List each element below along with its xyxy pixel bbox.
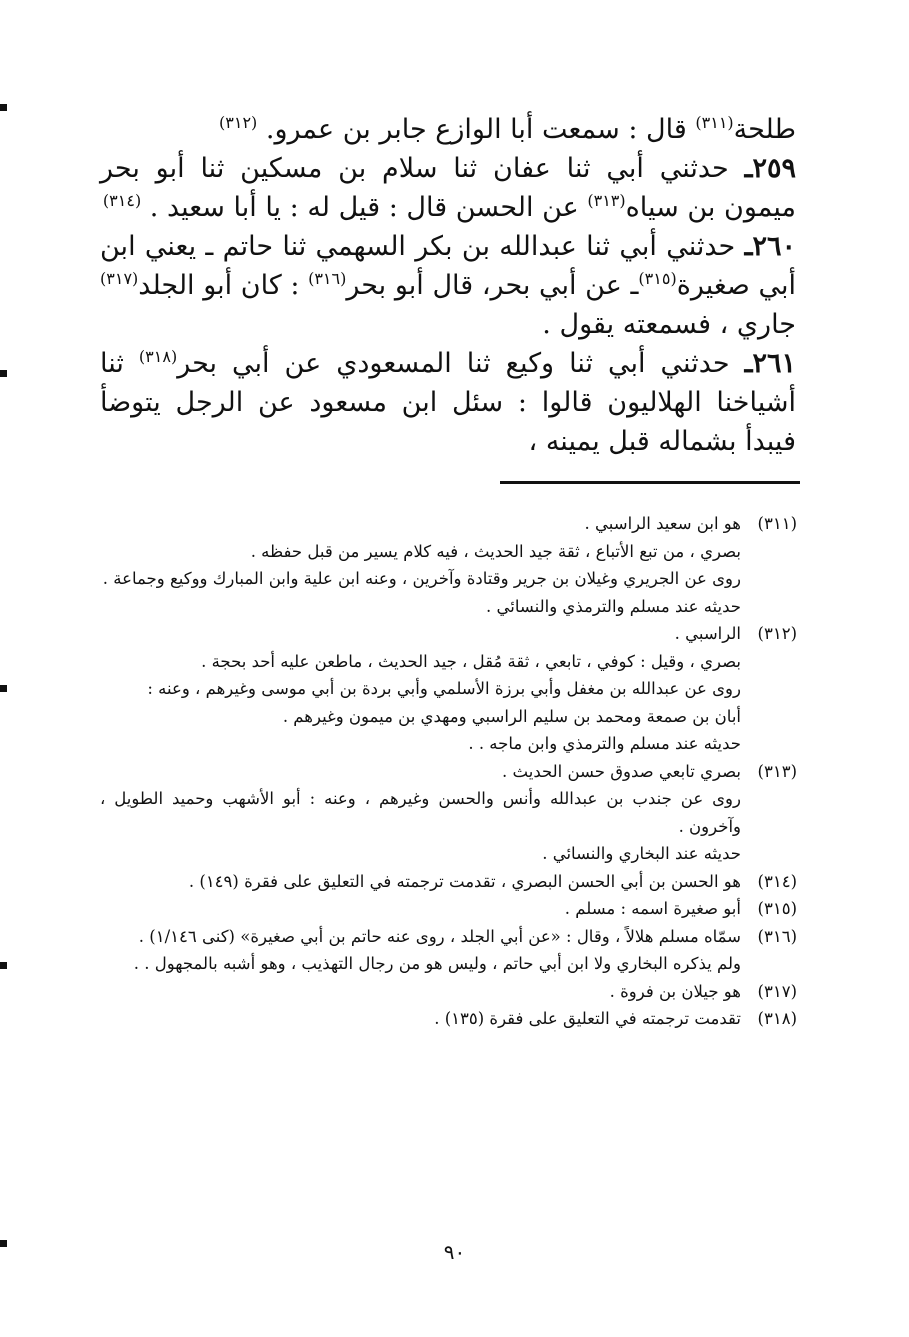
paragraph-259	[100, 149, 796, 227]
footnote-body	[100, 923, 741, 978]
footnote-line: بصري ، من تبع الأتباع ، ثقة جيد الحديث ، فيه كلام يسير من قبل حفظه .	[250, 541, 741, 561]
page-edge-mark	[0, 370, 7, 377]
footnote-label: (٣١١)	[757, 514, 797, 533]
footnote-line: حديثه عند البخاري والنسائي .	[542, 844, 741, 863]
hadith-number: ٢٥٩ـ	[744, 153, 796, 184]
footnote	[100, 978, 797, 1006]
footnote-line: حديثه عند مسلم والترمذي والنسائي .	[486, 596, 741, 616]
footnote-body	[100, 510, 741, 620]
footnote-label: (٣١٤)	[757, 871, 797, 891]
main-text	[100, 110, 796, 461]
footnote-line: بصري ، وقيل : كوفي ، تابعي ، ثقة مُقل ، جيد الحديث ، ماطعن عليه أحد بحجة .	[201, 651, 741, 671]
paragraph-260	[100, 227, 796, 344]
footnote-line: روى عن جندب بن عبدالله وأنس والحسن وغيرهم ، وعنه : أبو الأشهب وحميد الطويل ، وآخرون .	[100, 789, 741, 836]
text: عن الحسن قال : قيل له : يا أبا سعيد .	[141, 192, 588, 223]
footnotes	[100, 510, 797, 1033]
text: حدثني أبي ثنا عبدالله بن بكر السهمي ثنا حاتم ـ يعني ابن أبي صغيرة	[100, 231, 796, 301]
footnote-label: (٣١٢)	[757, 624, 797, 643]
footnote-label: (٣١٧)	[757, 981, 797, 1001]
hadith-number: ٢٦٠ـ	[744, 231, 796, 262]
footnote	[100, 868, 797, 896]
footnote-line: تقدمت ترجمته في التعليق على فقرة (١٣٥) .	[434, 1009, 741, 1028]
paragraph-261	[100, 344, 796, 461]
footnote-line: هو ابن سعيد الراسبي .	[584, 514, 741, 533]
footnote-ref: (٣١٦)	[308, 269, 347, 288]
footnote-ref: (٣١٤)	[102, 191, 142, 210]
footnote-line: أبان بن صمعة ومحمد بن سليم الراسبي ومهدي بن ميمون وغيرهم .	[282, 706, 741, 726]
footnote-body	[100, 620, 741, 758]
page-edge-mark	[0, 685, 7, 692]
footnote-line: بصري تابعي صدوق حسن الحديث .	[502, 761, 741, 781]
paragraph-intro	[100, 110, 796, 149]
footnote-line: سمّاه مسلم هلالاً ، وقال : «عن أبي الجلد ، روى عنه حاتم بن أبي صغيرة» (كنى ١/١٤٦) .	[138, 926, 741, 946]
footnote	[100, 620, 797, 758]
footnote	[100, 510, 797, 620]
page-edge-mark	[0, 104, 7, 111]
footnote	[100, 895, 797, 923]
text: ـ عن أبي بحر، قال أبو بحر	[346, 270, 639, 301]
footnote-separator	[500, 481, 800, 484]
footnote-label: (٣١٦)	[757, 926, 797, 946]
footnote-label: (٣١٥)	[757, 899, 797, 918]
text: حدثني أبي ثنا وكيع ثنا المسعودي عن أبي بحر	[177, 348, 745, 379]
footnote-ref: (٣١٨)	[138, 347, 178, 366]
text: طلحة	[733, 114, 796, 145]
text: حدثني أبي ثنا عفان ثنا سلام بن مسكين ثنا أبو بحر ميمون بن سياه	[100, 153, 796, 223]
text: ثنا أشياخنا الهلاليون قالوا : سئل ابن مسعود عن الرجل يتوضأ فيبدأ بشماله قبل يمينه ،	[100, 348, 796, 457]
footnote-line: الراسبي .	[674, 624, 741, 643]
text: قال : سمعت أبا الوازع جابر بن عمرو.	[257, 114, 696, 145]
footnote-line: روى عن عبدالله بن مغفل وأبي برزة الأسلمي وأبي بردة بن أبي موسى وغيرهم ، وعنه :	[147, 679, 741, 698]
page-edge-mark	[0, 1240, 7, 1247]
footnote-label: (٣١٨)	[757, 1009, 797, 1028]
footnote	[100, 923, 797, 978]
footnote-line: هو الحسن بن أبي الحسن البصري ، تقدمت ترجمته في التعليق على فقرة (١٤٩) .	[188, 871, 741, 891]
text: جاري ، فسمعته يقول .	[542, 309, 796, 340]
page-number: ٩٠	[443, 1240, 466, 1264]
footnote-line: ولم يذكره البخاري ولا ابن أبي حاتم ، وليس هو من رجال التهذيب ، وهو أشبه بالمجهول . .	[133, 954, 741, 973]
footnote-ref: (٣١٥)	[638, 269, 677, 288]
page-edge-mark	[0, 962, 7, 969]
footnote-line: هو جيلان بن فروة .	[609, 981, 741, 1001]
footnote-line: حديثه عند مسلم والترمذي وابن ماجه . .	[468, 734, 741, 753]
footnote-body	[100, 978, 741, 1006]
footnote-body	[100, 758, 741, 868]
footnote-ref: (٣١٣)	[587, 191, 626, 210]
footnote-ref: (٣١١)	[695, 113, 734, 132]
footnote-ref: (٣١٢)	[219, 113, 258, 132]
footnote-body	[100, 868, 741, 896]
footnote-label: (٣١٣)	[757, 761, 797, 781]
footnote-line: أبو صغيرة اسمه : مسلم .	[564, 899, 741, 918]
hadith-number: ٢٦١ـ	[744, 348, 796, 379]
footnote	[100, 1005, 797, 1033]
footnote	[100, 758, 797, 868]
footnote-ref: (٣١٧)	[100, 269, 139, 288]
footnote-body	[100, 895, 741, 923]
footnote-line: روى عن الجريري وغيلان بن جرير وقتادة وآخرين ، وعنه ابن علية وابن المبارك ووكيع وجماعة .	[102, 569, 741, 588]
text: : كان أبو الجلد	[138, 270, 309, 301]
footnote-body	[100, 1005, 741, 1033]
